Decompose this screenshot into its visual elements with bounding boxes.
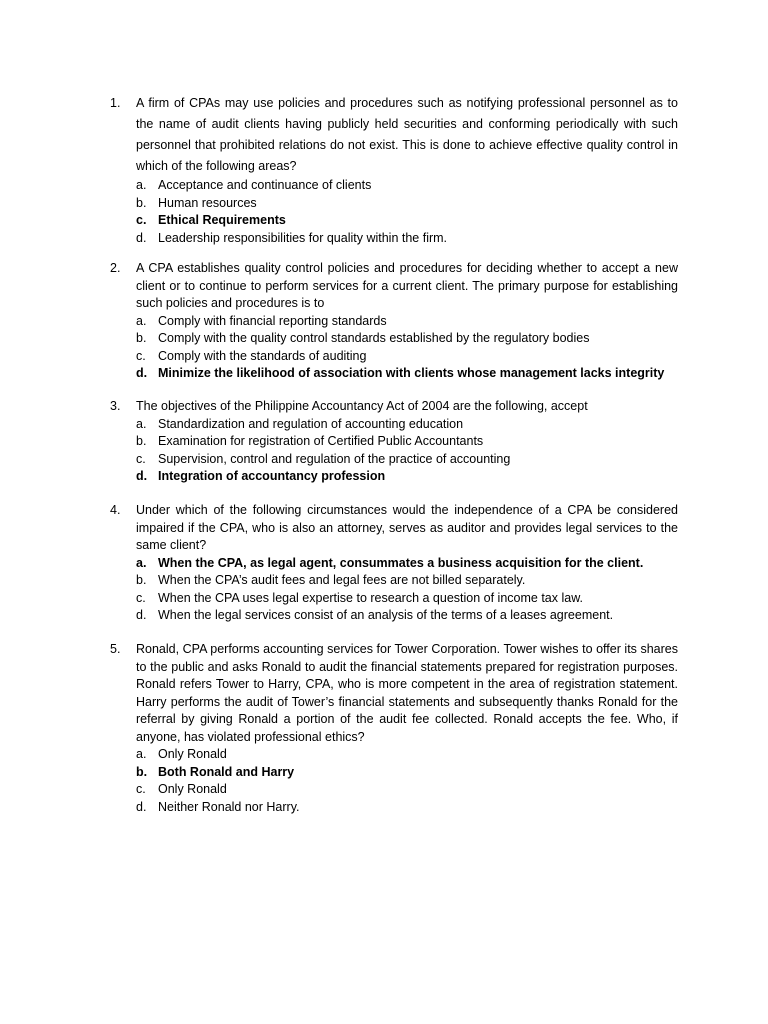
question-4-stem (110, 502, 678, 555)
option-letter: a. (136, 313, 147, 328)
option-text: Comply with financial reporting standards (158, 313, 387, 328)
question-3 (110, 398, 678, 486)
option-d (110, 799, 678, 817)
question-text: A firm of CPAs may use policies and procedures such as notifying professional personnel as to the name of audit clients having publicly held securities and conforming periodically with such personnel that prohibited relations do not exist. This is done to achieve effective quality control in which of the following areas? (136, 96, 678, 173)
option-b (110, 330, 678, 348)
option-d (110, 230, 678, 248)
option-b (110, 764, 678, 782)
option-letter: a. (136, 747, 147, 761)
question-1-stem (110, 93, 678, 177)
option-letter: b. (136, 573, 147, 587)
option-b (110, 195, 678, 213)
option-letter: d. (136, 608, 147, 622)
option-a (110, 746, 678, 764)
option-b (110, 433, 678, 451)
option-letter: b. (136, 764, 148, 779)
options-list (110, 555, 678, 625)
option-text: When the CPA, as legal agent, consummates a business acquisition for the client. (158, 555, 644, 570)
question-text: Ronald, CPA performs accounting services for Tower Corporation. Tower wishes to offer its shares to the public and asks Ronald to audit the financial statements prepared for registration purposes. Ronald refers Tower to Harry, CPA, who is more competent in the area of registration statement. Harry performs the audit of Tower’s financial statements and subsequently thanks Ronald for the referral by giving Ronald a portion of the audit fee collected. Ronald accepts the fee. Who, if anyone, has violated professional ethics? (136, 642, 678, 744)
option-text: Acceptance and continuance of clients (158, 178, 372, 192)
question-number: 4. (110, 503, 121, 517)
option-letter: d. (136, 799, 147, 814)
option-a (110, 313, 678, 331)
option-c (110, 212, 678, 230)
question-4 (110, 502, 678, 625)
question-2 (110, 260, 678, 383)
option-letter: c. (136, 782, 146, 796)
options-list (110, 177, 678, 247)
question-text: A CPA establishes quality control policies and procedures for deciding whether to accept a new client or to continue to perform services for a current client. The primary purpose for establishing such policies and procedures is to (136, 261, 678, 310)
option-d (110, 607, 678, 625)
option-letter: a. (136, 178, 147, 192)
question-3-stem (110, 398, 678, 416)
option-text: Ethical Requirements (158, 213, 286, 227)
question-text: Under which of the following circumstances would the independence of a CPA be considered impaired if the CPA, who is also an attorney, serves as auditor and provides legal services to the same client? (136, 503, 678, 552)
option-letter: a. (136, 416, 147, 431)
option-c (110, 451, 678, 469)
question-text: The objectives of the Philippine Accountancy Act of 2004 are the following, accept (136, 399, 588, 413)
option-a (110, 555, 678, 573)
options-list (110, 416, 678, 486)
option-letter: c. (136, 213, 147, 227)
option-text: Only Ronald (158, 747, 227, 761)
option-text: Standardization and regulation of accounting education (158, 416, 464, 431)
option-text: Only Ronald (158, 782, 227, 796)
option-letter: b. (136, 195, 147, 210)
question-5 (110, 641, 678, 816)
option-text: Integration of accountancy profession (158, 469, 386, 483)
option-b (110, 572, 678, 590)
option-letter: c. (136, 348, 146, 363)
option-text: Human resources (158, 195, 257, 210)
option-letter: d. (136, 366, 148, 380)
question-5-stem (110, 641, 678, 746)
option-text: Comply with the quality control standards established by the regulatory bodies (158, 331, 590, 345)
option-letter: c. (136, 451, 146, 466)
option-text: Comply with the standards of auditing (158, 348, 367, 363)
option-d (110, 468, 678, 486)
option-text: Both Ronald and Harry (158, 764, 295, 779)
option-letter: a. (136, 555, 147, 570)
option-c (110, 781, 678, 799)
option-text: Leadership responsibilities for quality within the firm. (158, 230, 448, 245)
option-text: Supervision, control and regulation of the practice of accounting (158, 451, 511, 466)
options-list (110, 313, 678, 383)
option-letter: d. (136, 230, 147, 245)
question-number: 5. (110, 642, 121, 656)
question-2-stem (110, 260, 678, 313)
option-text: When the CPA uses legal expertise to research a question of income tax law. (158, 590, 583, 605)
option-d (110, 365, 678, 383)
option-text: When the CPA’s audit fees and legal fees are not billed separately. (158, 573, 526, 587)
option-letter: b. (136, 331, 147, 345)
question-number: 2. (110, 261, 121, 275)
question-number: 1. (110, 96, 121, 110)
option-c (110, 590, 678, 608)
option-c (110, 348, 678, 366)
option-letter: b. (136, 434, 147, 448)
question-number: 3. (110, 399, 121, 413)
option-letter: c. (136, 590, 146, 605)
option-letter: d. (136, 469, 148, 483)
question-1 (110, 93, 678, 247)
option-text: When the legal services consist of an analysis of the terms of a leases agreement. (158, 608, 614, 622)
option-text: Neither Ronald nor Harry. (158, 799, 300, 814)
option-a (110, 416, 678, 434)
option-a (110, 177, 678, 195)
option-text: Examination for registration of Certified Public Accountants (158, 434, 484, 448)
options-list (110, 746, 678, 816)
option-text: Minimize the likelihood of association with clients whose management lacks integrity (158, 366, 665, 380)
